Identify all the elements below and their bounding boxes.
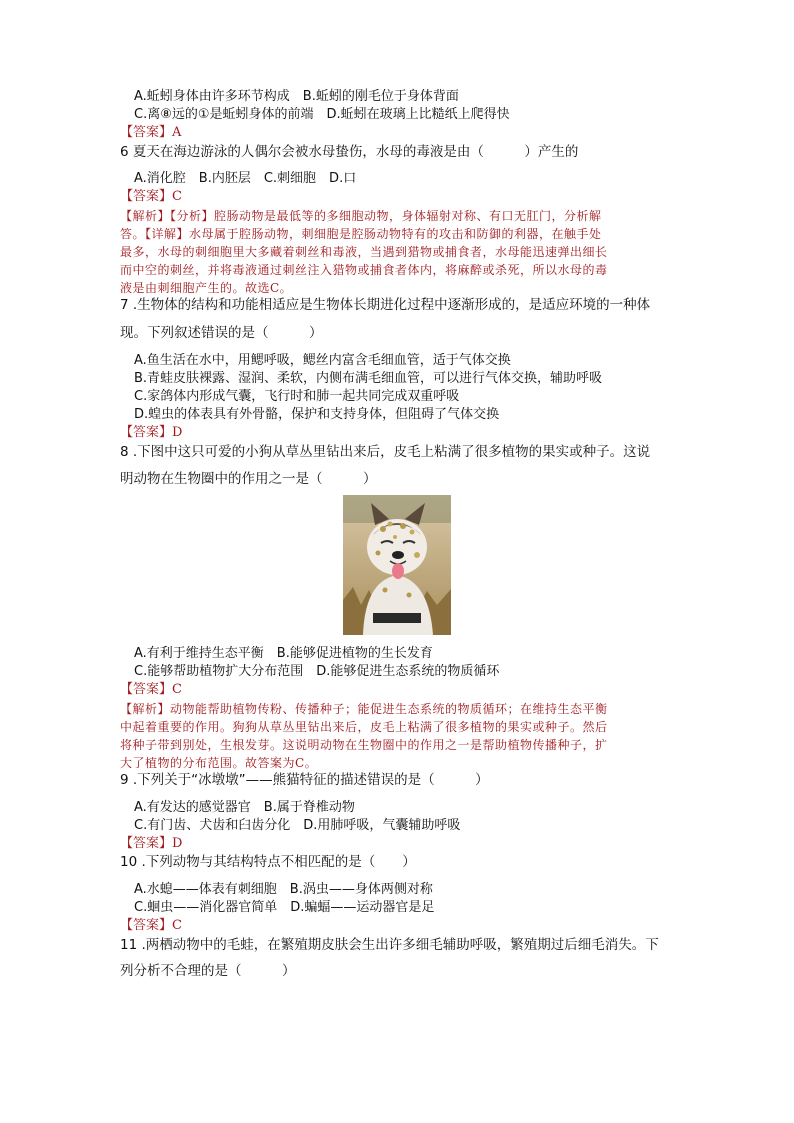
q7-option-a: A.鱼生活在水中，用鳃呼吸，鳃丝内富含毛细血管，适于气体交换: [134, 353, 511, 368]
q8-options-cd: C.能够帮助植物扩大分布范围 D.能够促进生态系统的物质循环: [134, 664, 500, 679]
q9-answer: 【答案】D: [120, 836, 183, 851]
q7-option-c: C.家鸽体内形成气囊，飞行时和肺一起共同完成双重呼吸: [134, 389, 460, 404]
q8-options-ab: A.有利于维持生态平衡 B.能够促进植物的生长发育: [134, 646, 433, 661]
q11-stem-line1: 11 .两栖动物中的毛蛙，在繁殖期皮肤会生出许多细毛辅助呼吸，繁殖期过后细毛消失。下: [120, 937, 659, 953]
q7-option-d: D.蝗虫的体表具有外骨骼，保护和支持身体，但阻碍了气体交换: [134, 407, 500, 422]
q6-analysis: [120, 207, 676, 297]
q9-stem: 9 .下列关于“冰墩墩”——熊猫特征的描述错误的是（ ）: [120, 772, 489, 788]
dog-illustration: [343, 495, 451, 635]
q8-analysis: [120, 700, 676, 772]
q7-option-b: B.青蛙皮肤裸露、湿润、柔软，内侧布满毛细血管，可以进行气体交换，辅助呼吸: [134, 371, 603, 386]
q5-answer: 【答案】A: [120, 125, 182, 140]
q10-options-ab: A.水螅——体表有刺细胞 B.涡虫——身体两侧对称: [134, 882, 433, 897]
q9-options-cd: C.有门齿、犬齿和臼齿分化 D.用肺呼吸，气囊辅助呼吸: [134, 818, 461, 833]
q8-analysis-line: 将种子带到别处，生根发芽。这说明动物在生物圈中的作用之一是帮助植物传播种子，扩: [120, 738, 608, 752]
q8-stem-line1: 8 .下图中这只可爱的小狗从草丛里钻出来后，皮毛上粘满了很多植物的果实或种子。这说: [120, 444, 651, 460]
q8-analysis-line: 【解析】动物能帮助植物传粉、传播种子；能促进生态系统的物质循环；在维持生态平衡: [120, 702, 608, 716]
q6-analysis-line: 液是由刺细胞产生的。故选C。: [120, 281, 293, 295]
q6-options: A.消化腔 B.内胚层 C.刺细胞 D.口: [134, 171, 357, 186]
q5-options-cd: C.离⑧远的①是蚯蚓身体的前端 D.蚯蚓在玻璃上比糙纸上爬得快: [134, 107, 510, 122]
q10-answer: 【答案】C: [120, 918, 182, 933]
q10-options-cd: C.蛔虫——消化器官简单 D.蝙蝠——运动器官是足: [134, 900, 435, 915]
q7-answer: 【答案】D: [120, 425, 183, 440]
q7-stem-line1: 7 .生物体的结构和功能相适应是生物体长期进化过程中逐渐形成的，是适应环境的一种体: [120, 297, 651, 313]
q7-stem-line2: 现。下列叙述错误的是（ ）: [120, 325, 323, 341]
q5-options-ab: A.蚯蚓身体由许多环节构成 B.蚯蚓的刚毛位于身体背面: [134, 89, 459, 104]
q6-analysis-line: 答。【详解】水母属于腔肠动物，刺细胞是腔肠动物特有的攻击和防御的利器，在触手处: [120, 227, 602, 241]
q6-analysis-line: 【解析】【分析】腔肠动物是最低等的多细胞动物，身体辐射对称、有口无肛门，分析解: [120, 209, 602, 223]
q8-answer: 【答案】C: [120, 682, 182, 697]
q8-analysis-line: 大了植物的分布范围。故答案为C。: [120, 756, 318, 770]
q11-stem-line2: 列分析不合理的是（ ）: [120, 963, 296, 979]
q6-stem: 6 夏天在海边游泳的人偶尔会被水母蛰伤，水母的毒液是由（ ）产生的: [120, 144, 579, 160]
q6-answer: 【答案】C: [120, 189, 182, 204]
q6-analysis-line: 最多，水母的刺细胞里大多藏着刺丝和毒液，当遇到猎物或捕食者，水母能迅速弹出细长: [120, 245, 608, 259]
q8-stem-line2: 明动物在生物圈中的作用之一是（ ）: [120, 471, 377, 487]
q6-analysis-line: 而中空的刺丝，并将毒液通过刺丝注入猎物或捕食者体内，将麻醉或杀死，所以水母的毒: [120, 263, 608, 277]
q9-options-ab: A.有发达的感觉器官 B.属于脊椎动物: [134, 800, 355, 815]
q8-analysis-line: 中起着重要的作用。狗狗从草丛里钻出来后，皮毛上粘满了很多植物的果实或种子。然后: [120, 720, 608, 734]
dog-photo: [343, 495, 451, 635]
q10-stem: 10 .下列动物与其结构特点不相匹配的是（ ）: [120, 854, 416, 870]
